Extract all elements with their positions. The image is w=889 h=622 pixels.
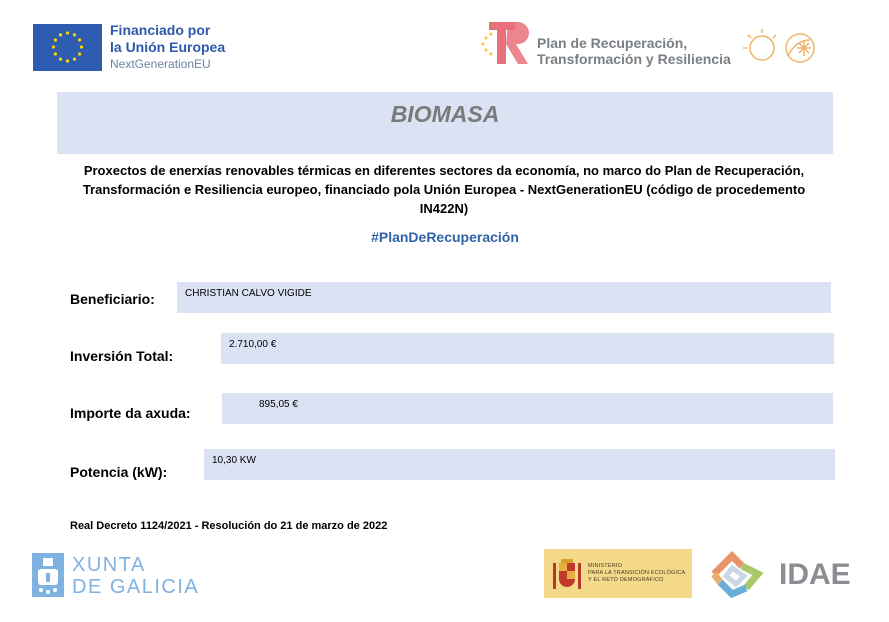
eu-logo-text (110, 22, 225, 73)
xunta-line2: DE GALICIA (72, 576, 200, 598)
prtr-line1: Plan de Recuperación, (537, 35, 688, 51)
tr-logo-icon (480, 20, 532, 68)
ministerio-line1: MINISTERIO (588, 563, 623, 569)
prtr-logo-text (537, 35, 731, 67)
sun-leaf-snowflake-icon (742, 26, 826, 66)
eu-logo-line3: NextGenerationEU (110, 57, 211, 71)
inversion-label: Inversión Total: (70, 348, 174, 364)
potencia-value: 10,30 KW (204, 449, 835, 480)
beneficiario-value: CHRISTIAN CALVO VIGIDE (177, 282, 831, 313)
importe-value: 895,05 € (222, 393, 833, 424)
eu-logo-line1: Financiado por (110, 22, 211, 38)
spain-shield-icon (551, 557, 583, 593)
importe-label: Importe da axuda: (70, 405, 191, 421)
decree-text: Real Decreto 1124/2021 - Resolución do 21 de marzo de 2022 (70, 520, 388, 532)
inversion-value: 2.710,00 € (221, 333, 834, 364)
xunta-logo-text (72, 554, 199, 598)
xunta-emblem-icon (32, 553, 64, 597)
ministerio-line2: PARA LA TRANSICIÓN ECOLÓGICA (588, 570, 686, 576)
beneficiario-label: Beneficiario: (70, 291, 155, 307)
potencia-label: Potencia (kW): (70, 464, 168, 480)
project-description: Proxectos de enerxías renovables térmicas en diferentes sectores da economía, no marco do Plan de Recuperación, Transformación e Resiliencia europeo, financiado pola Unión Europea - NextGenerationEU (código de procedemento IN422N) (82, 163, 806, 216)
page-title: BIOMASA (390, 101, 500, 127)
eu-logo-line2: la Unión Europea (110, 39, 226, 55)
ministerio-text (588, 563, 685, 584)
eu-flag-icon (33, 24, 102, 71)
hashtag: #PlanDeRecuperación (371, 229, 519, 245)
idae-logo-icon (706, 548, 770, 600)
idae-logo-text: IDAE (779, 558, 851, 591)
ministerio-line3: Y EL RETO DEMOGRÁFICO (588, 577, 664, 583)
prtr-line2: Transformación y Resiliencia (537, 51, 731, 67)
xunta-line1: XUNTA (72, 554, 146, 576)
